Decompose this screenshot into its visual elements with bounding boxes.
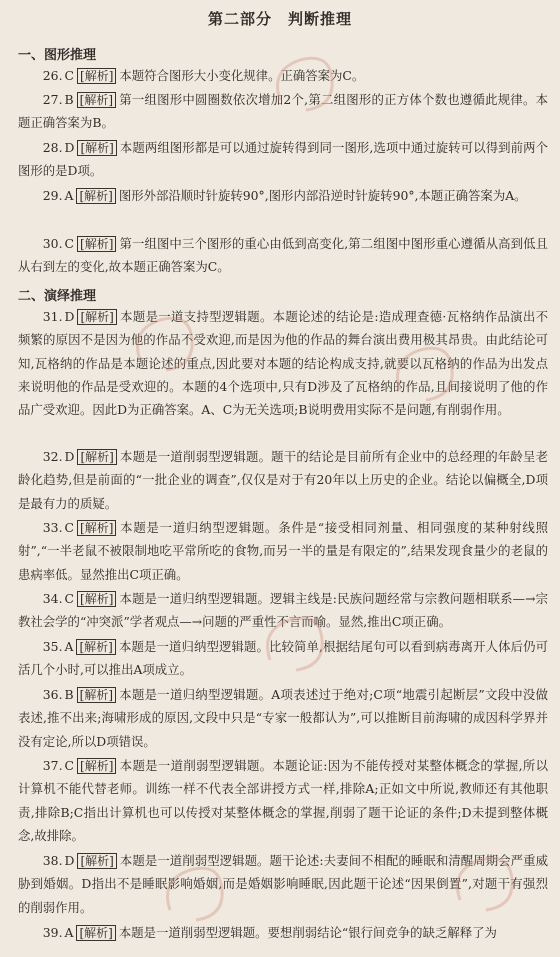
answer-entry: 32. D [解析] 本题是一道削弱型逻辑题。题干的结论是目前所有企业中的总经理的年龄呈老龄化趋势,但是前面的“一批企业的调查”,仅仅是对于有20年以上历史的企业。结论以偏概全,D项是最有力的质疑。 bbox=[18, 449, 548, 511]
question-number: 28. bbox=[42, 140, 63, 155]
answer-entry: 26. C [解析] 本题符合图形大小变化规律。正确答案为C。 bbox=[42, 68, 365, 83]
answer-entry: 36. B [解析] 本题是一道归纳型逻辑题。A项表述过于绝对;C项“地震引起断层”文段中没做表述,推不出来;海啸形成的原因,文段中只是“专家一般都认为”,可以推断目前海啸的成因科学界并没有定论,所以D项错误。 bbox=[18, 687, 548, 749]
question-number: 36. bbox=[42, 687, 63, 702]
analysis-tag: [解析] bbox=[77, 309, 116, 325]
analysis-tag: [解析] bbox=[77, 520, 116, 536]
question-number: 35. bbox=[42, 639, 63, 654]
analysis-tag: [解析] bbox=[77, 449, 116, 465]
analysis-tag: [解析] bbox=[76, 639, 115, 655]
answer-entry: 27. B [解析] 第一组图形中圆圈数依次增加2个,第二组图形的正方体个数也遵循此规律。本题正确答案为B。 bbox=[18, 92, 548, 131]
question-number: 37. bbox=[42, 758, 63, 773]
analysis-tag: [解析] bbox=[77, 140, 116, 156]
answer-entry: 38. D [解析] 本题是一道削弱型逻辑题。题干论述:夫妻间不相配的睡眠和清醒周期会严重威胁到婚姻。D指出不是睡眠影响婚姻,而是婚姻影响睡眠,因此题干论述“因果倒置”,对题干有强烈的削弱作用。 bbox=[18, 853, 548, 915]
analysis-tag: [解析] bbox=[77, 92, 116, 108]
page-title: 第二部分 判断推理 bbox=[207, 10, 352, 28]
question-number: 26. bbox=[42, 68, 63, 83]
question-number: 34. bbox=[42, 591, 63, 606]
analysis-tag: [解析] bbox=[77, 591, 116, 607]
analysis-tag: [解析] bbox=[77, 758, 116, 774]
analysis-tag: [解析] bbox=[76, 925, 115, 941]
section-heading-figure-reasoning: 一、图形推理 bbox=[18, 48, 97, 63]
section-heading-deductive-reasoning: 二、演绎推理 bbox=[18, 289, 97, 304]
answer-entry: 33. C [解析] 本题是一道归纳型逻辑题。条件是“接受相同剂量、相同强度的某种射线照射”,“一半老鼠不被限制地吃平常所吃的食物,而另一半的量是有限定的”,结果发现食量少的老鼠的患病率低。显然推出C项正确。 bbox=[18, 520, 548, 582]
answer-entry: 30. C [解析] 第一组图中三个图形的重心由低到高变化,第二组图中图形重心遵循从高到低且从右到左的变化,故本题正确答案为C。 bbox=[18, 236, 548, 275]
analysis-tag: [解析] bbox=[77, 687, 116, 703]
question-number: 29. bbox=[42, 188, 63, 203]
analysis-tag: [解析] bbox=[76, 188, 115, 204]
answer-entry: 29. A [解析] 图形外部沿顺时针旋转90°,图形内部沿逆时针旋转90°,本题正确答案为A。 bbox=[42, 188, 527, 203]
answer-entry: 39. A [解析] 本题是一道削弱型逻辑题。要想削弱结论“银行间竞争的缺乏解释了为 bbox=[42, 925, 497, 940]
question-number: 39. bbox=[42, 925, 63, 940]
answer-entry: 28. D [解析] 本题两组图形都是可以通过旋转得到同一图形,选项中通过旋转可以得到前两个图形的是D项。 bbox=[18, 140, 548, 179]
analysis-tag: [解析] bbox=[77, 236, 116, 252]
question-number: 38. bbox=[42, 853, 63, 868]
answer-entry: 37. C [解析] 本题是一道削弱型逻辑题。本题论证:因为不能传授对某整体概念的掌握,所以计算机不能代替老师。训练一样不代表全部讲授方式一样,排除A;正如文中所说,教师还有其他职责,排除B;C指出计算机也可以传授对某整体概念的掌握,削弱了题干论证的条件;D未提到整体概念,故排除。 bbox=[18, 758, 548, 843]
answer-entry: 34. C [解析] 本题是一道归纳型逻辑题。逻辑主线是:民族问题经常与宗教问题相联系—→宗教社会学的“冲突派”学者观点—→问题的严重性不言而喻。显然,推出C项正确。 bbox=[18, 591, 548, 630]
question-number: 32. bbox=[42, 449, 63, 464]
answer-entry: 35. A [解析] 本题是一道归纳型逻辑题。比较简单,根据结尾句可以看到病毒离开人体后仍可活几个小时,可以推出A项成立。 bbox=[18, 639, 548, 678]
analysis-tag: [解析] bbox=[77, 68, 116, 84]
question-number: 27. bbox=[42, 92, 63, 107]
question-number: 31. bbox=[42, 309, 63, 324]
answer-entry: 31. D [解析] 本题是一道支持型逻辑题。本题论述的结论是:造成理查德·瓦格纳作品演出不频繁的原因不是因为他的作品不受欢迎,而是因为他的作品的舞台演出费用极其昂贵。由此结论可知,瓦格纳的作品是本题论述的重点,因此要对本题的结论构成支持,就要以瓦格纳的作品为出发点来说明他的作品是受欢迎的。本题的4个选项中,只有D涉及了瓦格纳的作品,且间接说明了他的作品广受欢迎。因此D为正确答案。A、C为无关选项;B说明费用实际不是问题,有削弱作用。 bbox=[18, 309, 548, 418]
question-number: 33. bbox=[42, 520, 63, 535]
question-number: 30. bbox=[42, 236, 63, 251]
analysis-tag: [解析] bbox=[77, 853, 116, 869]
